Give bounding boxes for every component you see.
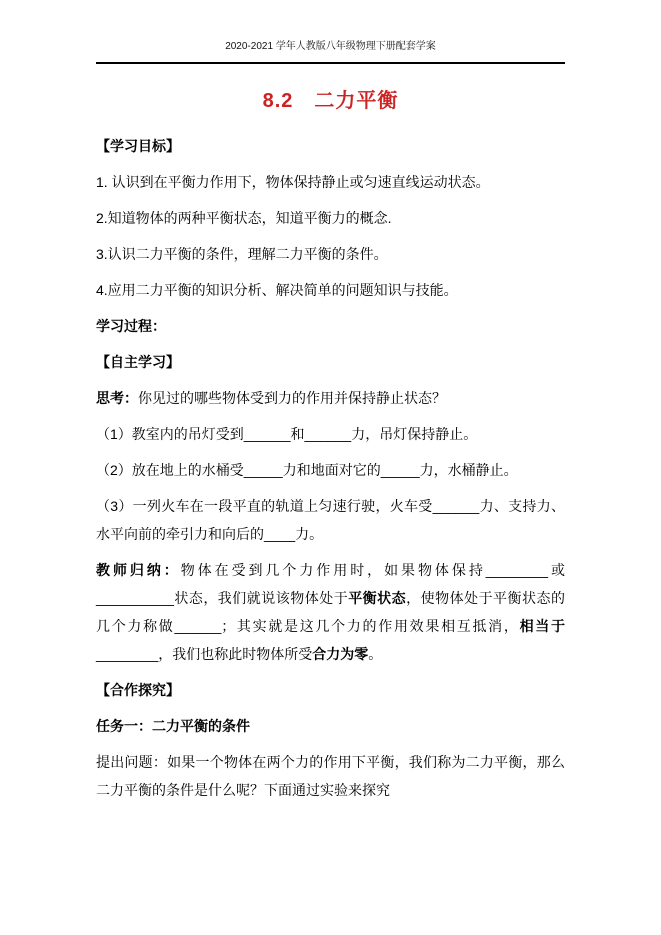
teacher-summary-text-1: 物体在受到几个力作用时，如果物体保持________或__________状态，我们就说该物体处于 (96, 562, 565, 606)
section-heading-objectives: 【学习目标】 (96, 138, 180, 154)
objective-item-4: 4.应用二力平衡的知识分析、解决简单的问题知识与技能。 (96, 282, 458, 298)
think-label: 思考： (96, 390, 138, 406)
think-question (96, 384, 565, 412)
teacher-summary-text-3: ________，我们也称此时物体所受 (96, 646, 313, 662)
objective-item-2: 2.知道物体的两种平衡状态，知道平衡力的概念. (96, 210, 392, 226)
doc-body (96, 132, 565, 804)
header-text: 2020-2021 学年人教版八年级物理下册配套学案 (225, 41, 436, 52)
teacher-summary (96, 556, 565, 668)
section-heading-cooperation: 【合作探究】 (96, 682, 180, 698)
teacher-summary-text-4: 。 (368, 646, 383, 662)
page-header (96, 40, 565, 64)
teacher-summary-bold-3: 合力为零 (312, 646, 369, 662)
think-text: 你见过的哪些物体受到力的作用并保持静止状态？ (138, 390, 446, 406)
teacher-summary-bold-2: 相当于 (519, 618, 565, 634)
doc-title: 8.2 二力平衡 (262, 90, 399, 112)
section-heading-process: 学习过程： (96, 318, 166, 334)
fill-blank-item-3: （3）一列火车在一段平直的轨道上匀速行驶，火车受______力、支持力、水平向前的牵引力和向后的____力。 (96, 498, 565, 542)
objective-item-3: 3.认识二力平衡的条件，理解二力平衡的条件。 (96, 246, 388, 262)
teacher-summary-text-2: ，使物体处于平衡状态的几个力称做______；其实就是这几个力的作用效果相互抵消， (96, 590, 566, 634)
task-heading: 任务一：二力平衡的条件 (96, 718, 250, 734)
fill-blank-item-2: （2）放在地上的水桶受_____力和地面对它的_____力，水桶静止。 (96, 462, 518, 478)
section-heading-self-study: 【自主学习】 (96, 354, 180, 370)
fill-blank-item-1: （1）教室内的吊灯受到______和______力，吊灯保持静止。 (96, 426, 478, 442)
question-intro: 提出问题：如果一个物体在两个力的作用下平衡，我们称为二力平衡，那么二力平衡的条件是什么呢？下面通过实验来探究 (96, 754, 565, 798)
teacher-summary-label: 教师归纳： (96, 562, 181, 578)
teacher-summary-bold-1: 平衡状态 (348, 590, 407, 606)
objective-item-1: 1. 认识到在平衡力作用下，物体保持静止或匀速直线运动状态。 (96, 174, 490, 190)
